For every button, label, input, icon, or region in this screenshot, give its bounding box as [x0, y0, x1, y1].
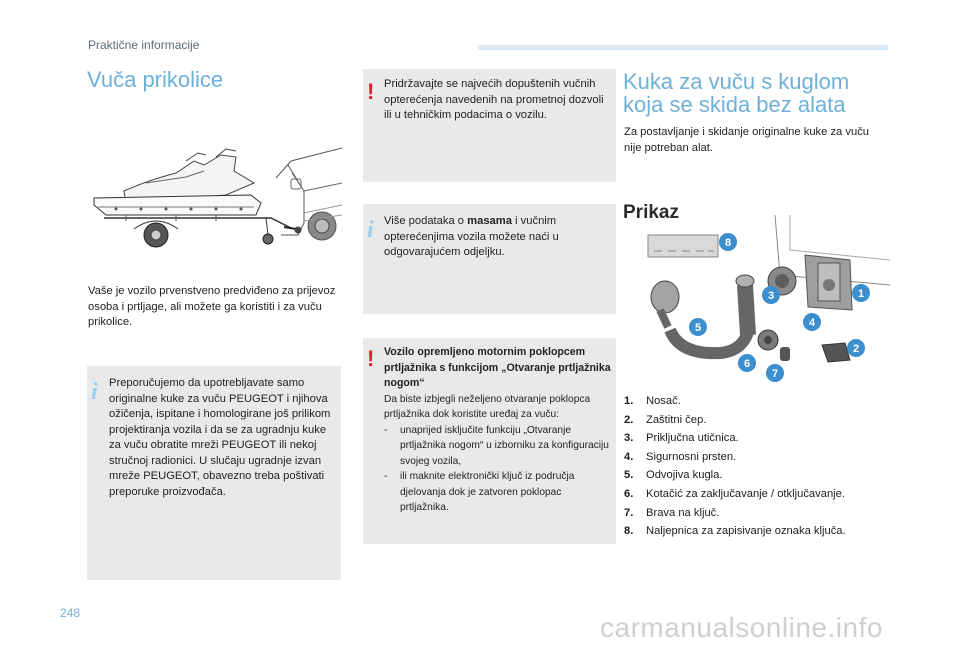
- info-text-pre: Više podataka o: [384, 215, 468, 227]
- right-title: [623, 70, 849, 116]
- section-header: Praktične informacije: [88, 38, 200, 52]
- list-item: 2. Zaštitni čep.: [624, 413, 707, 426]
- list-item: 4. Sigurnosni prsten.: [624, 450, 737, 463]
- list-item: - ili maknite elektronički ključ iz područja djelovanja dok je zatvoren poklopac prtljažnika.: [384, 469, 612, 516]
- right-title-line-1: Kuka za vuču s kuglom: [623, 69, 850, 94]
- header-bar: [478, 45, 888, 50]
- tow-hook-diagram: [640, 215, 890, 387]
- legend-list: [624, 392, 914, 541]
- list-item: 8. Naljepnica za zapisivanje oznaka ključa.: [624, 525, 846, 538]
- info-box-left: [87, 366, 341, 580]
- watermark: carmanualsonline.info: [600, 612, 883, 643]
- trailer-jetski-illustration: [86, 143, 342, 255]
- warning-box-1-text: Pridržavajte se najvećih dopuštenih vučnih opterećenja navedenih na prometnoj dozvoli ili u tehničkim podacima o vozilu.: [384, 78, 604, 121]
- svg-text:4: 4: [808, 317, 816, 329]
- list-item: - unaprijed isključite funkciju „Otvaranje prtljažnika nogom“ u izborniku za konfiguraciju svojeg vozila,: [384, 423, 612, 470]
- warning-icon: !: [367, 346, 375, 371]
- right-title-line-2: koja se skida bez alata: [623, 92, 846, 117]
- info-icon: i: [91, 379, 98, 405]
- subtitle-prikaz: Prikaz: [623, 202, 679, 223]
- right-paragraph: Za postavljanje i skidanje originalne kuke za vuču nije potreban alat.: [624, 126, 870, 154]
- svg-text:3: 3: [767, 290, 775, 302]
- warning-box-2-title: Vozilo opremljeno motornim poklopcem prtljažnika s funkcijom „Otvaranje prtljažnika nogom“: [384, 346, 611, 389]
- svg-text:7: 7: [771, 368, 779, 380]
- svg-text:8: 8: [724, 237, 732, 249]
- svg-text:1: 1: [857, 288, 865, 300]
- svg-text:2: 2: [852, 343, 860, 355]
- list-item: 1. Nosač.: [624, 395, 681, 407]
- warning-icon: !: [367, 79, 375, 104]
- list-item: 3. Priključna utičnica.: [624, 432, 739, 445]
- left-title: Vuča prikolice: [87, 67, 224, 92]
- info-box-middle: [363, 204, 616, 314]
- list-item: 5. Odvojiva kugla.: [624, 469, 723, 482]
- page-number: 248: [60, 606, 81, 620]
- warning-box-1: [363, 69, 616, 182]
- list-item: 6. Kotačić za zaključavanje / otključavanje.: [624, 487, 845, 500]
- svg-text:5: 5: [694, 322, 702, 334]
- info-box-middle-text: [384, 214, 610, 261]
- info-text-post: i vučnim opterećenjima vozila možete naći u odgovarajućem odjeljku.: [384, 215, 559, 258]
- warning-box-2-intro: Da biste izbjegli neželjeno otvaranje poklopca prtljažnika dok koristite uređaj za vuču:: [384, 393, 591, 420]
- info-icon: i: [367, 217, 374, 243]
- warning-box-2: [363, 338, 616, 544]
- left-paragraph: Vaše je vozilo prvenstveno predviđeno za prijevoz osoba i prtljage, ali možete ga koristiti i za vuču prikolice.: [88, 285, 336, 328]
- info-box-left-text: Preporučujemo da upotrebljavate samo originalne kuke za vuču PEUGEOT i njihova ožičenja, ispitane i homologirane još prilikom projektiranja vozila i da se za ugradnju kuke za vuču obratite mreži PEUGEOT ili nekoj stručnoj radionici. U slučaju ugradnje izvan mreže PEUGEOT, obavezno treba poštivati preporuke proizvođača.: [109, 377, 331, 498]
- list-item: 7. Brava na ključ.: [624, 506, 720, 519]
- info-text-bold: masama: [467, 215, 512, 227]
- svg-text:6: 6: [743, 358, 751, 370]
